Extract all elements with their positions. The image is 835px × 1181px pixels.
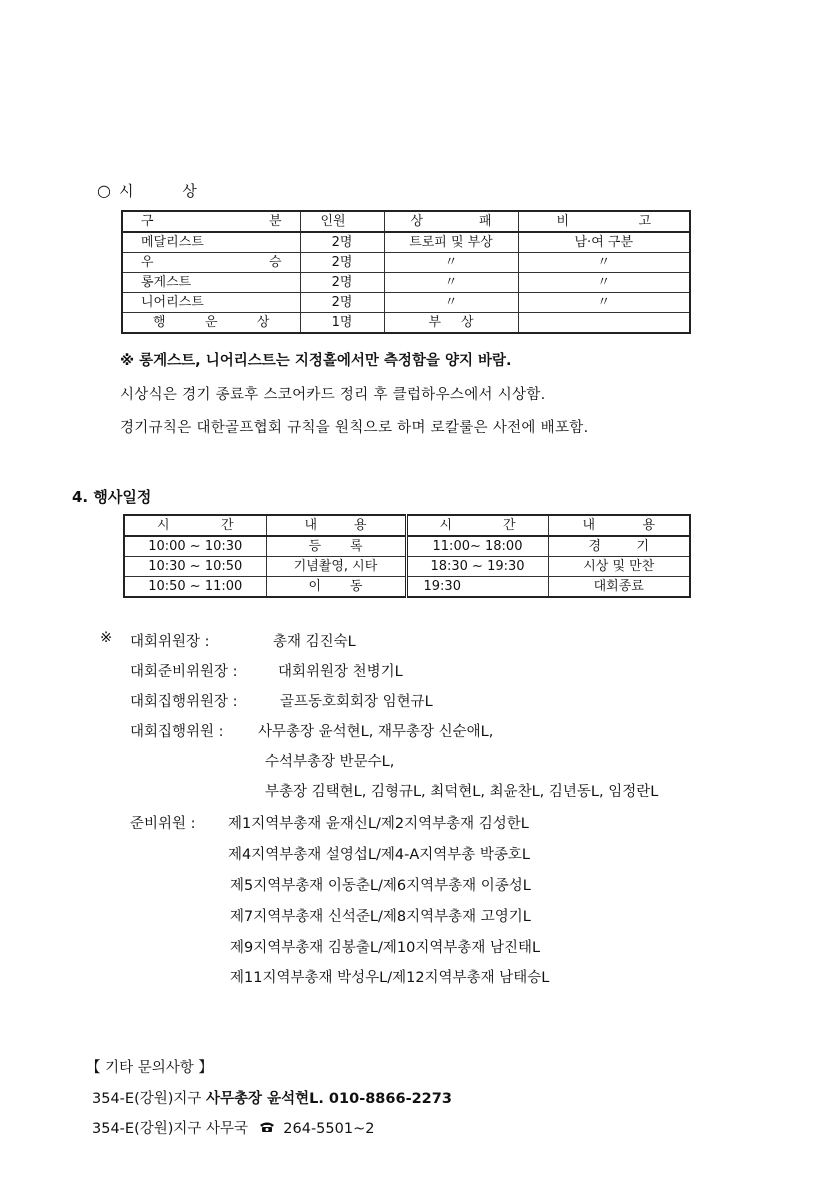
list-item: 제1지역부총재 윤재신L/제2지역부총재 김성한L: [228, 816, 529, 832]
schedule-time-1: 10:00 ~ 10:30: [124, 536, 266, 557]
award-category: 우 승: [122, 253, 300, 273]
schedule-header-row: [124, 515, 690, 536]
award-note: 남·여 구분: [518, 232, 690, 253]
prep-chair-value: 대회위원장 천병기L: [278, 664, 403, 680]
award-prize: 부 상: [384, 313, 518, 334]
awards-line-1: 시상식은 경기 종료후 스코어카드 정리 후 클럽하우스에서 시상함.: [120, 387, 546, 403]
header-time-1: 시 간: [124, 515, 266, 536]
contact-line-2: [92, 1117, 374, 1138]
prep-chair-label: 대회준비위원장 :: [130, 664, 238, 680]
award-note: 〃: [518, 273, 690, 293]
header-count: 인원: [300, 211, 384, 232]
chair-label: 대회위원장 :: [130, 634, 210, 650]
schedule-event-1: 기념촬영, 시타: [266, 557, 406, 577]
schedule-time-2: 11:00~ 18:00: [406, 536, 548, 557]
schedule-event-1: 이 동: [266, 577, 406, 598]
schedule-event-2: 경 기: [548, 536, 690, 557]
schedule-event-2: 대회종료: [548, 577, 690, 598]
list-item: 제7지역부총재 신석준L/제8지역부총재 고영기L: [230, 909, 531, 925]
prep-members-label: 준비위원 :: [130, 816, 196, 832]
exec-chair-label: 대회집행위원장 :: [130, 694, 238, 710]
schedule-time-1: 10:50 ~ 11:00: [124, 577, 266, 598]
schedule-event-2: 시상 및 만찬: [548, 557, 690, 577]
award-prize: 〃: [384, 253, 518, 273]
table-row: [122, 232, 690, 253]
list-item: 제5지역부총재 이동춘L/제6지역부총재 이종성L: [230, 878, 531, 894]
contact-line-1-bold: 사무총장 윤석현L. 010-8866-2273: [206, 1091, 452, 1107]
contact-line-1-prefix: 354-E(강원)지구: [92, 1091, 202, 1107]
award-count: 2명: [300, 293, 384, 313]
award-count: 2명: [300, 273, 384, 293]
award-note: 〃: [518, 253, 690, 273]
schedule-title: 4. 행사일정: [72, 488, 152, 506]
header-time-2: 시 간: [406, 515, 548, 536]
header-category: 구 분: [122, 211, 300, 232]
telephone-icon: [259, 1121, 275, 1137]
list-item: 제4지역부총재 설영섭L/제4-A지역부총 박종호L: [228, 847, 530, 863]
award-category: 니어리스트: [122, 293, 300, 313]
table-row: [122, 313, 690, 334]
award-prize: 트로피 및 부상: [384, 232, 518, 253]
award-note: [518, 313, 690, 334]
awards-header-row: [122, 211, 690, 232]
contact-line-1: [92, 1087, 452, 1108]
exec-members-line-1: 사무총장 윤석현L, 재무총장 신순애L,: [258, 724, 494, 740]
schedule-time-2: 18:30 ~ 19:30: [406, 557, 548, 577]
list-item: 제9지역부총재 김봉출L/제10지역부총재 남진태L: [230, 940, 541, 956]
contact-title: 【 기타 문의사항 】: [86, 1060, 213, 1076]
table-row: [124, 536, 690, 557]
table-row: [122, 273, 690, 293]
award-count: 1명: [300, 313, 384, 334]
award-count: 2명: [300, 253, 384, 273]
schedule-event-1: 등 록: [266, 536, 406, 557]
award-prize: 〃: [384, 293, 518, 313]
award-count: 2명: [300, 232, 384, 253]
table-row: [124, 557, 690, 577]
awards-heading: [97, 180, 219, 201]
awards-notice: ※ 롱게스트, 니어리스트는 지정홀에서만 측정함을 양지 바람.: [120, 353, 512, 369]
awards-line-2: 경기규칙은 대한골프협회 규칙을 원칙으로 하며 로칼룰은 사전에 배포함.: [120, 420, 589, 436]
exec-members-label: 대회집행위원 :: [130, 724, 224, 740]
schedule-time-1: 10:30 ~ 10:50: [124, 557, 266, 577]
contact-line-2-number: 264-5501~2: [283, 1121, 375, 1137]
table-row: [124, 577, 690, 598]
committee-mark: ※: [100, 630, 113, 646]
awards-title: 시 상: [118, 182, 219, 200]
award-category: 메달리스트: [122, 232, 300, 253]
award-note: 〃: [518, 293, 690, 313]
chair-value: 총재 김진숙L: [273, 634, 356, 650]
exec-chair-value: 골프동호회회장 임현규L: [280, 694, 433, 710]
header-event-1: 내 용: [266, 515, 406, 536]
table-row: [122, 293, 690, 313]
schedule-table: [123, 514, 691, 598]
list-item: 제11지역부총재 박성우L/제12지역부총재 남태승L: [230, 970, 550, 986]
header-prize: 상 패: [384, 211, 518, 232]
header-note: 비 고: [518, 211, 690, 232]
award-prize: 〃: [384, 273, 518, 293]
schedule-time-2: 19:30: [406, 577, 548, 598]
header-event-2: 내 용: [548, 515, 690, 536]
award-category: 롱게스트: [122, 273, 300, 293]
awards-table: [121, 210, 691, 334]
table-row: [122, 253, 690, 273]
contact-line-2-prefix: 354-E(강원)지구 사무국: [92, 1121, 249, 1137]
circle-marker: ○: [97, 181, 111, 200]
exec-members-line-2: 수석부총장 반문수L,: [265, 754, 395, 770]
exec-members-line-3: 부총장 김택현L, 김형규L, 최덕현L, 최윤찬L, 김년동L, 임정란L: [265, 784, 659, 800]
award-category: 행 운 상: [122, 313, 300, 334]
